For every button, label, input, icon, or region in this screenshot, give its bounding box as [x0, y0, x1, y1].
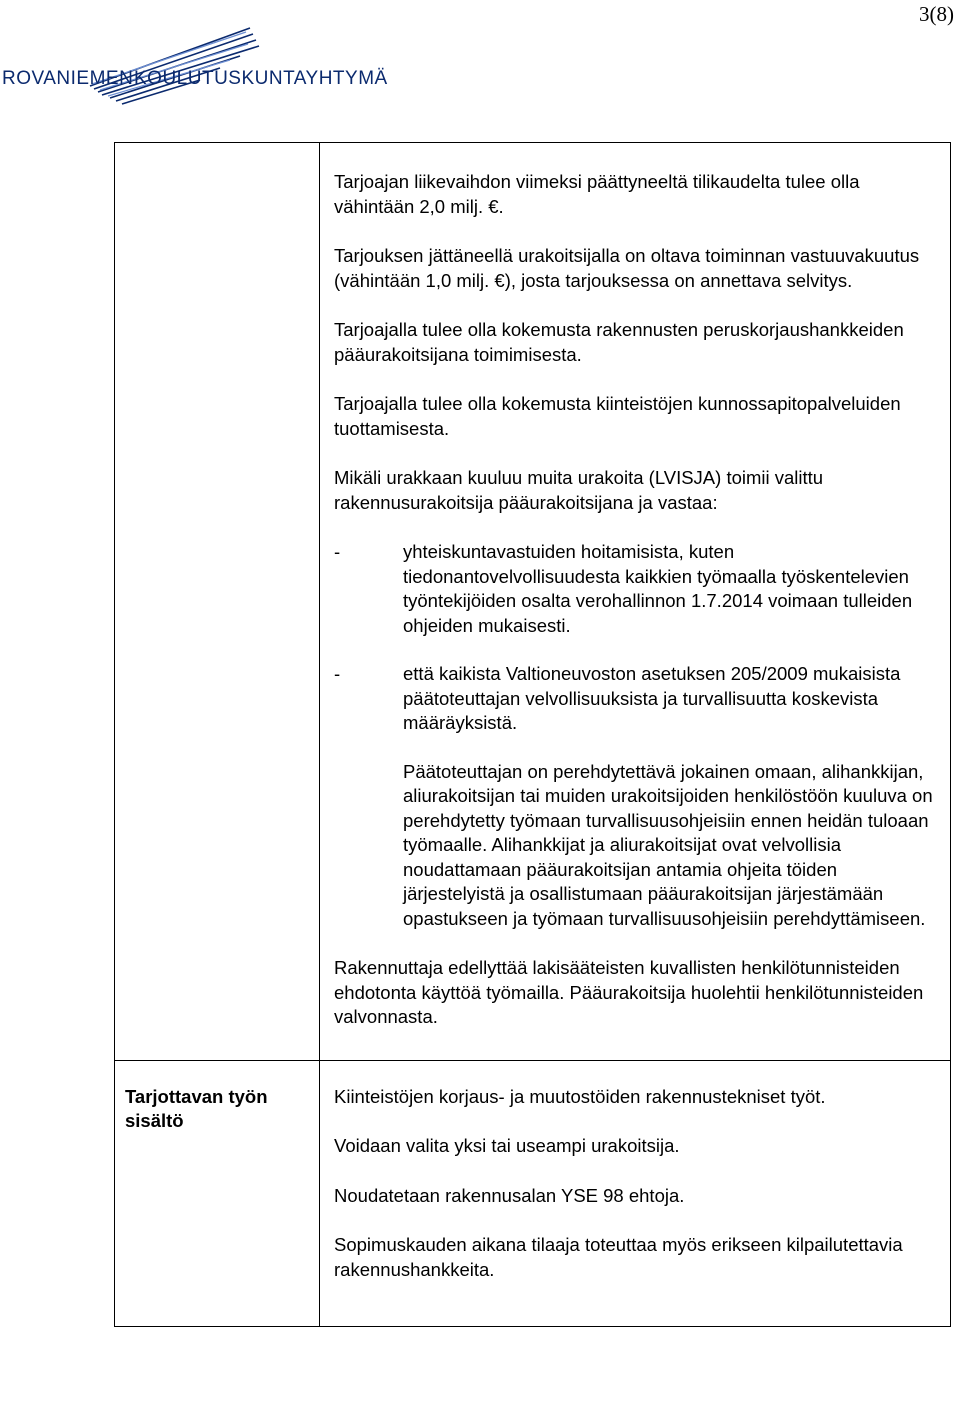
- table-row: [115, 143, 951, 1061]
- organization-logo: [0, 26, 480, 106]
- logo-text-rovaniemen: ROVANIEMEN: [2, 68, 134, 89]
- paragraph-orientation: Päätoteuttajan on perehdytettävä jokainen omaan, alihankkijan, aliurakoitsijan tai muiden urakoitsijoiden henkilöstöön kuuluva on perehdytetty työmaan turvallisuusohjeisiin ennen heidän tuloaan työmaalle. Alihankkijat ja aliurakoitsijat ovat velvollisia noudattamaan pääurakoitsijan antamia ohjeita töiden järjestelyistä ja osallistumaan pääurakoitsijan järjestämään opastukseen ja työmaan turvallisuusohjeisiin perehdyttämiseen.: [403, 760, 933, 929]
- dash-marker: -: [334, 541, 341, 562]
- logo-swoosh-icon: [70, 26, 270, 106]
- paragraph-separate-tenders: Sopimuskauden aikana tilaaja toteuttaa myös erikseen kilpailutettavia rakennushankkeita.: [334, 1234, 903, 1280]
- paragraph-turnover: Tarjoajan liikevaihdon viimeksi päättyneeltä tilikaudelta tulee olla vähintään 2,0 milj. €.: [334, 171, 860, 217]
- paragraph-renovation-experience: Tarjoajalla tulee olla kokemusta rakennusten peruskorjaushankkeiden pääurakoitsijana toimimisesta.: [334, 319, 904, 365]
- paragraph-yse: Noudatetaan rakennusalan YSE 98 ehtoja.: [334, 1184, 685, 1206]
- paragraph-main-contractor: Mikäli urakkaan kuuluu muita urakoita (LVISJA) toimii valittu rakennusurakoitsija pääurakoitsijana ja vastaa:: [334, 467, 824, 513]
- paragraph-maintenance-experience: Tarjoajalla tulee olla kokemusta kiinteistöjen kunnossapitopalveluiden tuottamisesta.: [334, 393, 901, 439]
- page-number: 3(8): [919, 2, 954, 26]
- paragraph-id-cards: Rakennuttaja edellyttää lakisääteisten kuvallisten henkilötunnisteiden ehdotonta käyttöä työmailla. Pääurakoitsija huolehtii henkilötunnisteiden valvonnasta.: [334, 957, 924, 1027]
- list-item-text: että kaikista Valtioneuvoston asetuksen 205/2009 mukaisista päätoteuttajan velvollisuuksista ja turvallisuutta koskevista määräyksistä.: [403, 663, 901, 733]
- logo-text-koulutuskuntayhtyma: KOULUTUSKUNTAYHTYMÄ: [134, 68, 388, 89]
- paragraph-insurance: Tarjouksen jättäneellä urakoitsijalla on oltava toiminnan vastuuvakuutus (vähintään 1,0 milj. €), josta tarjouksessa on annettava selvitys.: [334, 245, 920, 291]
- list-item: [334, 662, 936, 736]
- work-content-cell: [320, 1060, 951, 1327]
- requirements-table: [114, 142, 951, 1327]
- list-item: [334, 540, 936, 638]
- dash-marker: -: [334, 663, 341, 684]
- work-content-label: Tarjottavan työn sisältö: [125, 1085, 268, 1131]
- paragraph-contractors: Voidaan valita yksi tai useampi urakoitsija.: [334, 1135, 680, 1156]
- table-row: [115, 1060, 951, 1327]
- list-item-text: yhteiskuntavastuiden hoitamisista, kuten tiedonantovelvollisuudesta kaikkien työmaalla työskentelevien työntekijöiden osalta verohallinnon 1.7.2014 voimaan tulleiden ohjeiden mukaisesti.: [403, 541, 913, 636]
- empty-label-cell: [115, 143, 320, 1061]
- work-content-label-cell: [115, 1060, 320, 1327]
- requirements-cell: [320, 143, 951, 1061]
- paragraph-work-scope: Kiinteistöjen korjaus- ja muutostöiden rakennustekniset työt.: [334, 1085, 826, 1107]
